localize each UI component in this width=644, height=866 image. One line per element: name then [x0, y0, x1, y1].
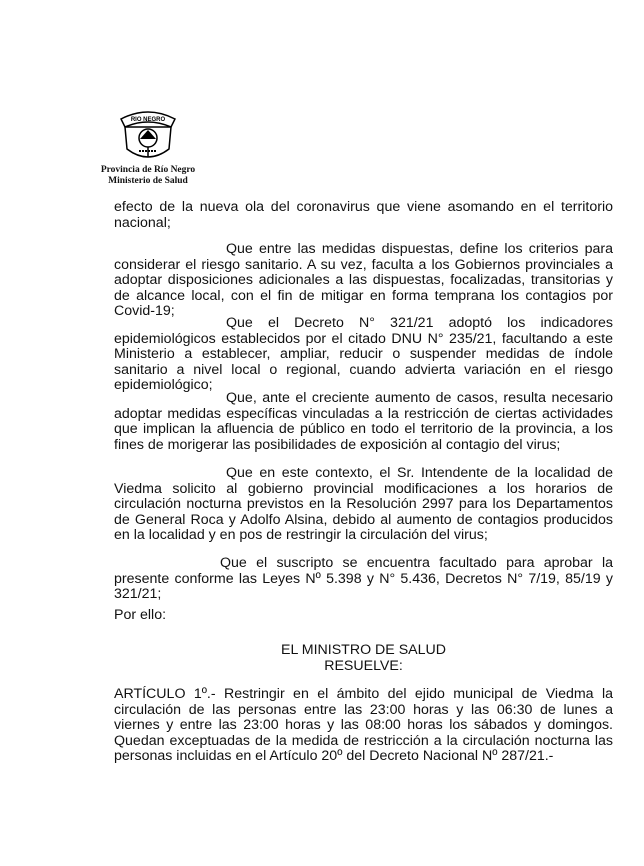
svg-text:RIO NEGRO: RIO NEGRO: [130, 117, 166, 123]
paragraph-continuation: efecto de la nueva ola del coronavirus que viene asomando en el territorio nacional;: [114, 199, 613, 231]
province-name: Provincia de Río Negro: [100, 165, 196, 175]
paragraph-considerando-1: Que entre las medidas dispuestas, define los criterios para considerar el riesgo sanitario. A su vez, faculta a los Gobiernos provinciales a adoptar disposiciones adicionales a las dispuestas, focalizadas, transitorias y de alcance local, con el fin de mitigar en forma temprana los contagios por Covid-19;: [114, 241, 613, 319]
organization-header: [88, 165, 208, 187]
resuelve-heading: RESUELVE:: [324, 658, 403, 674]
paragraph-considerando-4: Que en este contexto, el Sr. Intendente de la localidad de Viedma solicito al gobierno provincial modificaciones a los horarios de circulación nocturna previstos en la Resolución 2997 para los Departamentos de General Roca y Adolfo Alsina, debido al aumento de contagios producidos en la localidad y en pos de restringir la circulación del virus;: [114, 465, 613, 543]
article-1: ARTÍCULO 1º.- Restringir en el ámbito del ejido municipal de Viedma la circulación de las personas entre las 23:00 horas y las 06:30 de lunes a viernes y entre las 23:00 horas y las 08:00 horas los sábados y domingos. Quedan exceptuadas de la medida de restricción a la circulación nocturna las personas incluidas en el Artículo 20º del Decreto Nacional Nº 287/21.-: [114, 686, 613, 764]
paragraph-considerando-3: Que, ante el creciente aumento de casos, resulta necesario adoptar medidas específicas vinculadas a la restricción de ciertas actividades que implican la afluencia de público en todo el territorio de la provincia, a los fines de morigerar las posibilidades de exposición al contagio del virus;: [114, 390, 613, 453]
minister-heading: EL MINISTRO DE SALUD: [280, 642, 447, 658]
ministry-name: Ministerio de Salud: [108, 176, 188, 186]
rio-negro-coat-of-arms-logo: [117, 105, 179, 165]
por-ello: Por ello:: [114, 607, 167, 623]
paragraph-considerando-5: Que el suscripto se encuentra facultado para aprobar la presente conforme las Leyes Nº 5.398 y N° 5.436, Decretos N° 7/19, 85/19 y 321/21;: [114, 555, 613, 602]
paragraph-considerando-2: Que el Decreto N° 321/21 adoptó los indicadores epidemiológicos establecidos por el citado DNU N° 235/21, facultando a este Ministerio a establecer, ampliar, reducir o suspender medidas de índole sanitario a nivel local o regional, cuando advierta variación en el riesgo epidemiológico;: [114, 315, 613, 393]
